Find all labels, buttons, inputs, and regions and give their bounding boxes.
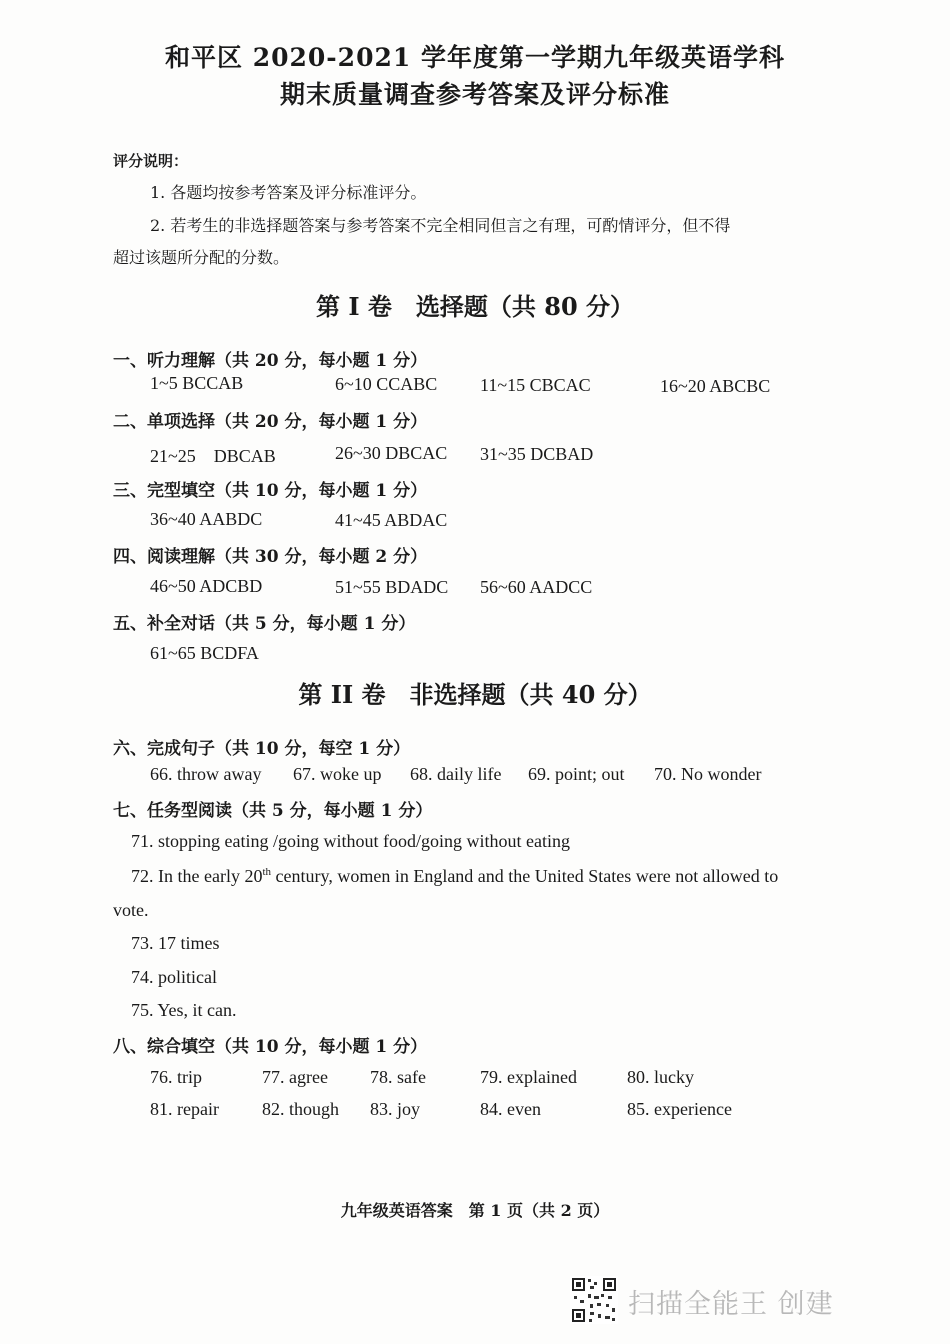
part2-title: 第 II 卷 非选择题（共 40 分） [298,680,652,709]
answer-82: 82. though [262,1099,340,1119]
answer-81: 81. repair [150,1099,219,1119]
scoring-note-2-cont: 超过该题所分配的分数。 [113,248,290,267]
answer-51-55: 51~55 BDADC [335,577,449,597]
section1-heading: 一、听力理解（共 20 分，每小题 1 分） [113,351,428,371]
section5-heading: 五、补全对话（共 5 分，每小题 1 分） [113,614,416,634]
answer-76: 76. trip [150,1067,202,1087]
answer-36-40: 36~40 AABDC [150,509,263,529]
page-footer: 九年级英语答案 第 1 页（共 2 页） [340,1201,610,1220]
answer-56-60: 56~60 AADCC [480,577,593,597]
section4-heading: 四、阅读理解（共 30 分，每小题 2 分） [113,547,428,567]
answer-85: 85. experience [627,1099,732,1119]
answer-74: 74. political [131,967,217,987]
answer-31-35: 31~35 DCBAD [480,444,594,464]
answer-11-15: 11~15 CBCAC [480,375,591,395]
answer-72-cont: vote. [113,900,149,920]
answer-46-50: 46~50 ADCBD [150,576,263,596]
answer-80: 80. lucky [627,1067,694,1087]
scoring-notes-heading: 评分说明： [113,152,189,170]
answer-77: 77. agree [262,1067,328,1087]
answer-1-5: 1~5 BCCAB [150,373,244,393]
scoring-note-1: 1. 各题均按参考答案及评分标准评分。 [150,183,427,202]
section3-heading: 三、完型填空（共 10 分，每小题 1 分） [113,481,428,501]
answer-83: 83. joy [370,1099,421,1119]
answer-41-45: 41~45 ABDAC [335,510,448,530]
answer-16-20: 16~20 ABCBC [660,376,771,396]
answer-71: 71. stopping eating /going without food/going without eating [131,831,570,851]
answer-79: 79. explained [480,1067,577,1087]
scanner-watermark: 扫描全能王 创建 [628,1289,834,1320]
part1-title: 第 I 卷 选择题（共 80 分） [315,292,635,321]
section8-heading: 八、综合填空（共 10 分，每小题 1 分） [113,1037,428,1057]
document-title-line1: 和平区 2020-2021 学年度第一学期九年级英语学科 [165,43,785,72]
answer-84: 84. even [480,1099,541,1119]
section6-heading: 六、完成句子（共 10 分，每空 1 分） [113,739,411,759]
answer-78: 78. safe [370,1067,426,1087]
answer-72: 72. In the early 20th century, women in England and the United States were not allowed to [131,866,779,886]
answer-67: 67. woke up [293,764,382,784]
answer-69: 69. point; out [528,764,625,784]
answer-66: 66. throw away [150,764,262,784]
answer-6-10: 6~10 CCABC [335,374,438,394]
answer-26-30: 26~30 DBCAC [335,443,448,463]
document-title-line2: 期末质量调查参考答案及评分标准 [279,80,670,109]
answer-75: 75. Yes, it can. [131,1000,237,1020]
section7-heading: 七、任务型阅读（共 5 分，每小题 1 分） [113,801,433,821]
answer-73: 73. 17 times [131,933,220,953]
answer-21-25: 21~25 DBCAB [150,446,276,466]
scoring-note-2: 2. 若考生的非选择题答案与参考答案不完全相同但言之有理，可酌情评分，但不得 [150,216,731,235]
section2-heading: 二、单项选择（共 20 分，每小题 1 分） [113,412,428,432]
answer-68: 68. daily life [410,764,502,784]
answer-70: 70. No wonder [654,764,762,784]
qr-code-icon [570,1276,618,1324]
answer-61-65: 61~65 BCDFA [150,643,259,663]
